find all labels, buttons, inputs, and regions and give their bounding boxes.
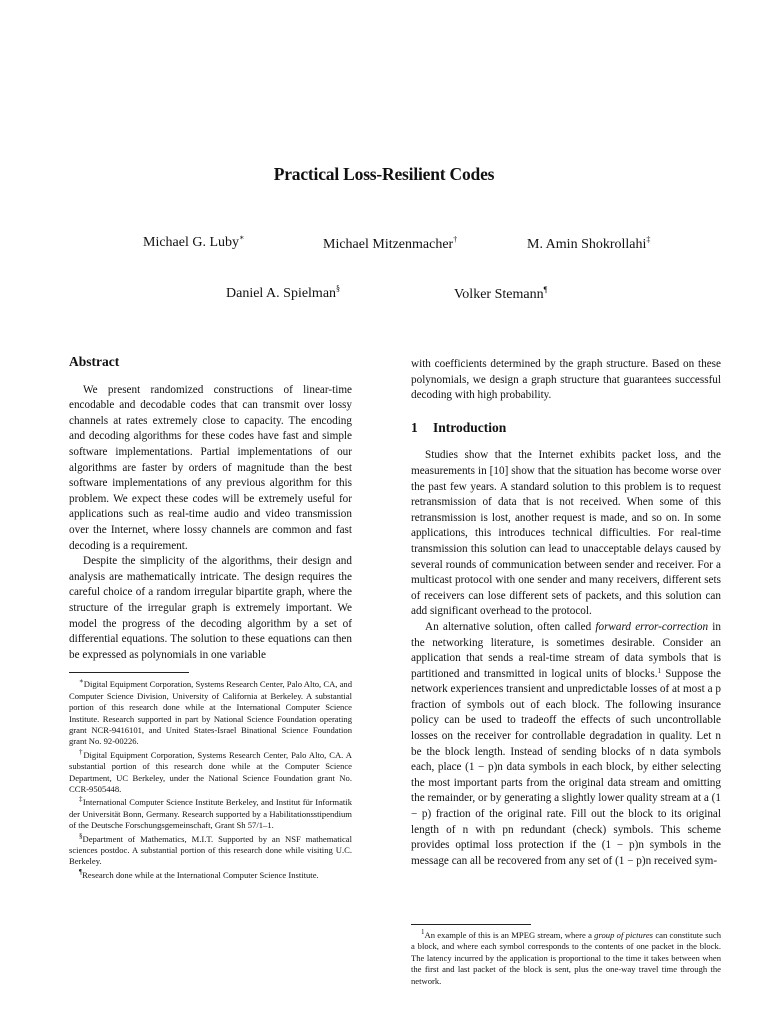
author-name: Michael G. Luby	[143, 235, 240, 250]
intro-p2-text-c: Suppose the network experiences transient and unpredictable losses of at most a p fraction of symbols out of each block. The following insurance policy can be used to tradeoff the effects of such uncontrollable losses on the receiver for controllable degradation in quality. Let n be the block length. Instead of sending blocks of n data symbols each, place (1 − p)n data symbols in each block, by either selecting the most important parts from the original data stream and omitting the remainder, or by generating a slightly lower quality stream at a (1 − p) fraction of the original rate. Fill out the block to its original length of n with pn redundant (check) symbols. This scheme provides optimal loss protection if the (1 − p)n symbols in the message can all be recovered from any set of (1 − p)n received sym-	[411, 667, 721, 867]
footnotes-left	[69, 679, 352, 881]
author-spielman	[226, 284, 340, 302]
footnote-1-text	[411, 930, 721, 987]
abstract-paragraph-1: We present randomized constructions of linear-time encodable and decodable codes that can transmit over lossy channels at rates extremely close to capacity. The encoding and decoding algorithms for these codes have fast and simple software implementations. Partial implementations of our algorithms are faster by orders of magnitude than the best software implementations of any previous algorithm for this problem. We expect these codes will be extremely useful for applications such as real-time audio and video transmission over the Internet, where lossy channels are common and fast decoding is a requirement.	[69, 383, 352, 552]
footnote-stemann	[69, 867, 352, 881]
author-luby	[143, 233, 244, 251]
author-mark: †	[453, 235, 458, 244]
footnote-mark: 1	[421, 928, 425, 936]
footnote-text: Digital Equipment Corporation, Systems Research Center, Palo Alto, CA. A substantial portion of this research done while at the Computer Science Department, UC Berkeley, under the National Science Foundation grant No. CCR-9505448.	[69, 749, 353, 794]
footnote-text: Digital Equipment Corporation, Systems Research Center, Palo Alto, CA, and Computer Science Division, University of California at Berkeley. A substantial portion of this research done while at the International Computer Science Institute. Research supported in part by National Science Foundation operating grant NCR-9416101, and United States-Israel Binational Science Foundation grant No. 92-00226.	[69, 679, 352, 747]
author-stemann	[454, 285, 547, 303]
author-mark: ‡	[646, 235, 651, 244]
footnote-spielman	[69, 831, 352, 868]
footnote-rule	[69, 672, 189, 673]
footnote-shokrollahi	[69, 797, 352, 831]
section-title: Introduction	[433, 419, 507, 435]
footnote-text: Department of Mathematics, M.I.T. Supported by an NSF mathematical sciences postdoc. A substantial portion of this research done while visiting U.C. Berkeley.	[69, 833, 352, 867]
intro-p2-emphasis: forward error-correction	[595, 620, 709, 633]
footnote-1	[411, 930, 721, 987]
footnote-mark: ¶	[79, 867, 83, 876]
footnote-mitzenmacher	[69, 747, 353, 796]
right-column	[411, 357, 721, 869]
author-name: Volker Stemann	[454, 287, 544, 302]
footnote-mark: ‡	[79, 795, 83, 804]
footnote-mark: †	[79, 747, 84, 756]
footnote-rule	[411, 924, 531, 925]
intro-paragraph-1: Studies show that the Internet exhibits packet loss, and the measurements in [10] show that the situation has become worse over the past few years. A standard solution to this problem is to request retransmission of data that is not received. When some of this retransmission is lost, another request is made, and so on. In some applications, this introduces technical difficulties. For real-time transmission this solution can lead to unacceptable delays caused by several rounds of communication between sender and receiver. For a multicast protocol with one sender and many receivers, different sets of receivers can lose different sets of packets, and this solution can add significant overhead to the protocol.	[411, 449, 721, 618]
footnote-area-right	[411, 924, 721, 989]
author-name: Michael Mitzenmacher	[323, 237, 454, 252]
author-mark: ∗	[239, 233, 245, 242]
footnote-reference: 1	[657, 666, 662, 675]
section-number: 1	[411, 419, 418, 435]
footnote-text-a: An example of this is an MPEG stream, where a	[424, 930, 595, 940]
intro-p2-text-a: An alternative solution, often called	[425, 620, 596, 633]
paper-title: Practical Loss-Resilient Codes	[273, 164, 495, 184]
intro-paragraph-2	[411, 620, 721, 870]
footnote-mark: ∗	[79, 677, 84, 686]
footnote-mark: §	[79, 831, 83, 840]
footnote-luby	[69, 679, 352, 747]
abstract-heading: Abstract	[69, 354, 120, 369]
footnote-text-b: can constitute such a block, and where each symbol corresponds to the contents of one packet in the block. The latency incurred by the application is proportional to the time it takes between when the first and last packet of the block is sent, plus the one-way travel time through the network.	[411, 930, 721, 986]
author-name: M. Amin Shokrollahi	[527, 237, 647, 252]
footnote-text: Research done while at the International Computer Science Institute.	[82, 869, 319, 880]
author-mark: §	[336, 284, 341, 293]
footnote-text: International Computer Science Institute Berkeley, and Institut für Informatik der Universität Bonn, Germany. Research supported by a Habilitationsstipendium of the Deutsche Forschungsgemeinschaft, Grant Sh 57/1–1.	[69, 797, 352, 831]
author-mark: ¶	[543, 285, 548, 294]
author-mitzenmacher	[323, 235, 457, 253]
section-heading-introduction	[411, 420, 721, 436]
author-shokrollahi	[527, 235, 650, 253]
left-column	[69, 354, 352, 883]
footnote-emphasis: group of pictures	[594, 930, 654, 940]
abstract-paragraph-2: Despite the simplicity of the algorithms, their design and analysis are mathematically intricate. The design requires the careful choice of a random irregular bipartite graph, where the structure of the irregular graph is extremely important. We model the progress of the decoding algorithm by a set of differential equations. The solution to these equations can then be expressed as polynomials in one variable	[69, 555, 352, 661]
author-name: Daniel A. Spielman	[226, 286, 337, 301]
abstract-continuation: with coefficients determined by the graph structure. Based on these polynomials, we design a graph structure that guarantees successful decoding with high probability.	[411, 358, 721, 402]
intro-p2-text-b: in the networking literature, is sometimes desirable. Consider an application that sends a real-time stream of data symbols that is partitioned and transmitted in logical units of blocks.	[411, 620, 721, 680]
